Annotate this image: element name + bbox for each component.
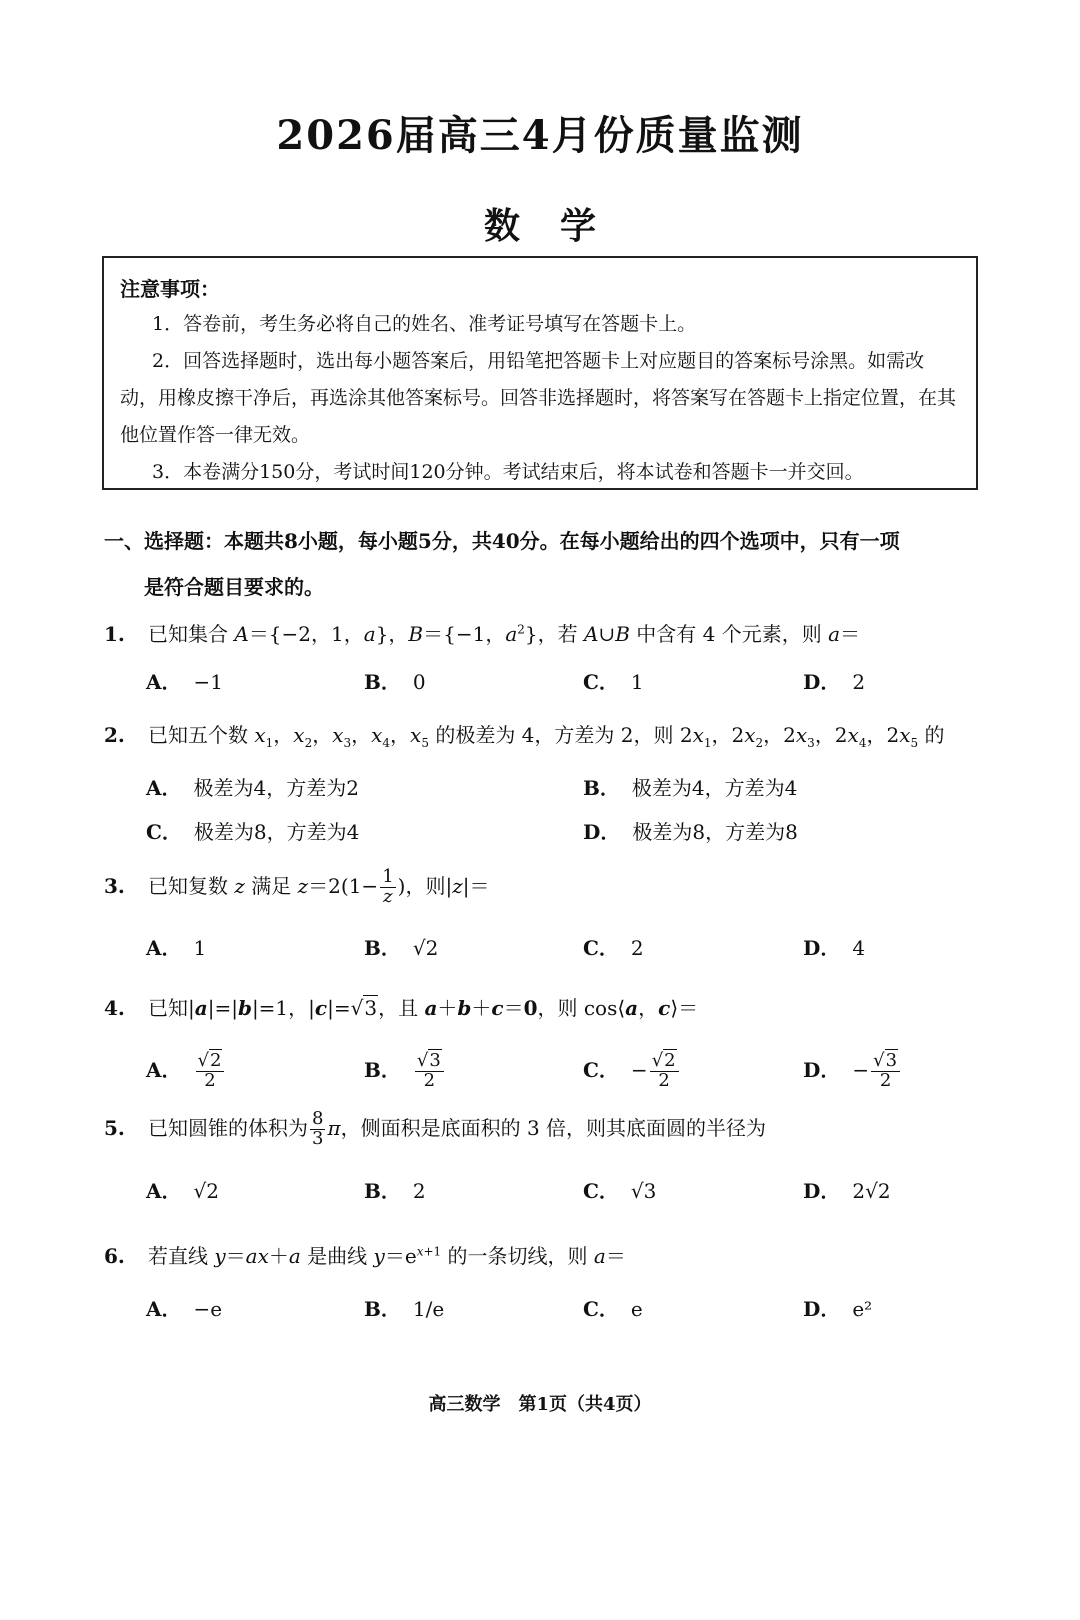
question-2-option-d[interactable]: D． 极差为8，方差为8	[583, 820, 798, 844]
question-6-option-b[interactable]: B． 1/e	[364, 1297, 445, 1321]
question-4-option-d[interactable]: D． − $\frac{√3}{2}$	[803, 1052, 902, 1091]
question-5-option-a[interactable]: A． √2	[146, 1179, 219, 1203]
question-5-option-b[interactable]: B． 2	[364, 1179, 426, 1203]
section-heading	[104, 518, 984, 610]
question-3-option-a[interactable]: A． 1	[146, 936, 207, 960]
section-heading-line2: 是符合题目要求的。	[144, 575, 324, 599]
question-number: 4.	[104, 996, 125, 1020]
question-4-option-b[interactable]: B． $\frac{√3}{2}$	[364, 1052, 446, 1091]
question-2	[104, 720, 984, 758]
question-6	[104, 1236, 984, 1271]
section-heading-line1: 一、选择题：本题共8小题，每小题5分，共40分。在每小题给出的四个选项中，只有一项	[104, 529, 900, 553]
question-3	[104, 868, 984, 907]
question-2-option-c[interactable]: C． 极差为8，方差为4	[146, 820, 360, 844]
question-5	[104, 1110, 984, 1149]
question-number: 1.	[104, 621, 125, 646]
question-1-option-b[interactable]: B． 0	[364, 670, 426, 694]
question-text: 已知集合 A＝{−2，1，a}，B＝{−1，$a^2$}，若 A∪B 中含有 4 个元素，则 a＝	[148, 621, 861, 646]
question-1	[104, 614, 984, 649]
question-4	[104, 993, 984, 1023]
question-6-option-d[interactable]: D． e²	[803, 1297, 873, 1321]
fraction-value: 1/e	[412, 1297, 445, 1321]
question-1-option-a[interactable]: A． −1	[146, 670, 224, 694]
question-5-option-d[interactable]: D． 2√2	[803, 1179, 891, 1203]
question-text: 若直线 y＝ax＋a 是曲线 $y=e^{x+1}$ 的一条切线，则 a＝	[148, 1243, 626, 1268]
question-3-option-b[interactable]: B． √2	[364, 936, 439, 960]
question-number: 6.	[104, 1243, 125, 1268]
question-1-option-c[interactable]: C． 1	[583, 670, 644, 694]
question-text: 已知|a|=|b|=1，|c|=√3，且 a＋b＋c＝0，则 cos⟨a，c⟩＝	[148, 996, 699, 1020]
question-text: 已知五个数 $x_1$，$x_2$，$x_3$，$x_4$，$x_5$ 的极差为 4，方差为 2，则 $2x_1$，$2x_2$，$2x_3$，$2x_4$，$2x_5$ 的	[148, 723, 945, 750]
question-text: 已知圆锥的体积为 $\frac{8}{3}$ π，侧面积是底面积的 3 倍，则其底面圆的半径为	[148, 1108, 767, 1149]
question-3-option-c[interactable]: C． 2	[583, 936, 644, 960]
exam-title: 2026届高三4月份质量监测	[276, 112, 804, 159]
question-text: 已知复数 z 满足 z＝2(1− $\frac{1}{z}$ )，则|z|＝	[148, 866, 490, 907]
question-number: 5.	[104, 1115, 125, 1140]
subject-title: 数学	[483, 205, 636, 247]
page-footer: 高三数学 第1页（共4页）	[428, 1394, 652, 1415]
notice-item-1: 1．答卷前，考生务必将自己的姓名、准考证号填写在答题卡上。	[152, 313, 697, 335]
notice-title: 注意事项：	[120, 277, 220, 301]
question-4-option-c[interactable]: C． − $\frac{√2}{2}$	[583, 1052, 681, 1091]
question-6-option-c[interactable]: C． e	[583, 1297, 643, 1321]
question-6-option-a[interactable]: A． −e	[146, 1297, 223, 1321]
question-2-option-b[interactable]: B． 极差为4，方差为4	[583, 776, 798, 800]
question-number: 3.	[104, 873, 125, 898]
question-4-option-a[interactable]: A． $\frac{√2}{2}$	[146, 1052, 226, 1091]
notice-item-2: 2．回答选择题时，选出每小题答案后，用铅笔把答题卡上对应题目的答案标号涂黑。如需改动，用橡皮擦干净后，再选涂其他答案标号。回答非选择题时，将答案写在答题卡上指定位置，在其他位置作答一律无效。	[120, 350, 957, 446]
notice-box	[102, 256, 978, 490]
question-5-option-c[interactable]: C． √3	[583, 1179, 657, 1203]
notice-item-3: 3．本卷满分150分，考试时间120分钟。考试结束后，将本试卷和答题卡一并交回。	[152, 461, 864, 483]
question-1-option-d[interactable]: D． 2	[803, 670, 866, 694]
question-number: 2.	[104, 723, 125, 747]
question-3-option-d[interactable]: D． 4	[803, 936, 866, 960]
question-2-option-a[interactable]: A． 极差为4，方差为2	[146, 776, 359, 800]
